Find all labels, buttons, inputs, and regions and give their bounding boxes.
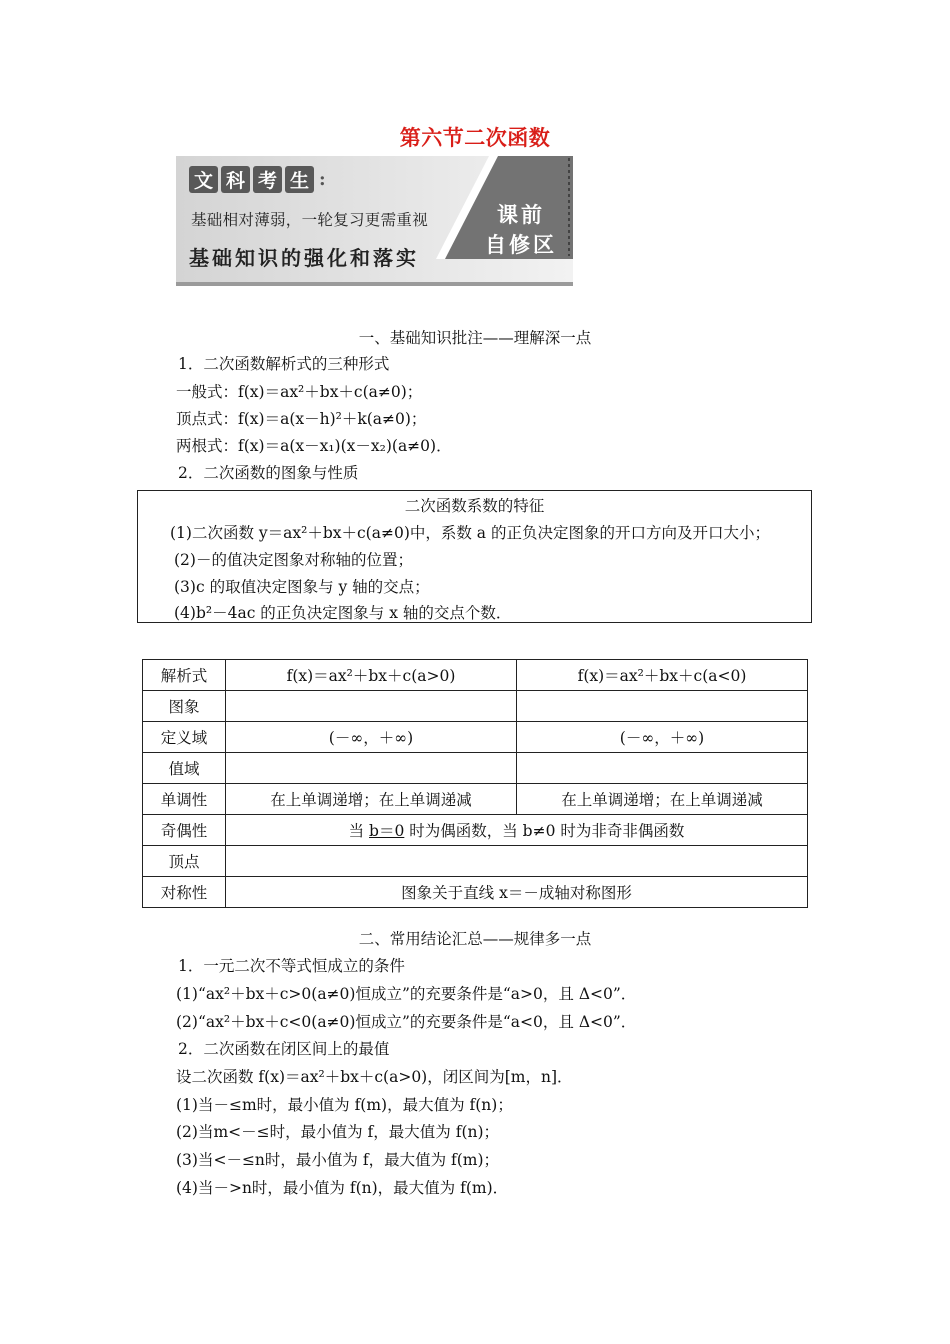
- banner-right-line1: 课前: [497, 203, 545, 227]
- banner-main-text: 基础知识的强化和落实: [189, 246, 419, 270]
- table-row: [143, 753, 808, 784]
- table-row-label: 定义域: [143, 722, 226, 753]
- case-2: (2)当m<－≤时，最小值为 f，最大值为 f(n)；: [176, 1123, 500, 1141]
- table-cell: [226, 691, 517, 722]
- coefficient-row: (4)b²－4ac 的正负决定图象与 x 轴的交点个数．: [174, 604, 512, 622]
- table-cell-parity: [226, 815, 808, 846]
- banner-tag: 科: [221, 166, 250, 193]
- banner-tag: 考: [253, 166, 282, 193]
- table-cell: [517, 691, 808, 722]
- table-cell: (－∞，＋∞): [226, 722, 517, 753]
- table-row-label: 奇偶性: [143, 815, 226, 846]
- section2-item2-title: 2．二次函数在闭区间上的最值: [178, 1040, 390, 1058]
- banner-right-label: [476, 200, 566, 260]
- table-row-label: 值域: [143, 753, 226, 784]
- banner-right-line2: 自修区: [485, 233, 557, 257]
- table-row: [143, 722, 808, 753]
- banner-colon: :: [319, 169, 326, 190]
- table-row: [143, 660, 808, 691]
- section2-item1-title: 1．一元二次不等式恒成立的条件: [178, 957, 405, 975]
- parity-text-post: 时为偶函数，当 b≠0 时为非奇非偶函数: [404, 822, 685, 840]
- properties-table: [142, 659, 808, 908]
- section1-item1-title: 1．二次函数解析式的三种形式: [178, 355, 390, 373]
- table-header-cell: f(x)＝ax²＋bx＋c(a>0): [226, 660, 517, 691]
- banner-tag: 生: [285, 166, 314, 193]
- coefficient-row: (3)c 的取值决定图象与 y 轴的交点；: [174, 578, 430, 596]
- table-row-label: 图象: [143, 691, 226, 722]
- table-cell: 在上单调递增；在上单调递减: [226, 784, 517, 815]
- table-cell: (－∞，＋∞): [517, 722, 808, 753]
- coefficient-row: (2)－的值决定图象对称轴的位置；: [174, 551, 413, 569]
- table-row: [143, 784, 808, 815]
- banner-tag: 文: [189, 166, 218, 193]
- parity-text-pre: 当: [348, 822, 370, 840]
- table-cell: [517, 753, 808, 784]
- general-form: 一般式：f(x)＝ax²＋bx＋c(a≠0)；: [176, 383, 423, 401]
- table-cell: 在上单调递增；在上单调递减: [517, 784, 808, 815]
- vertex-form: 顶点式：f(x)＝a(x－h)²＋k(a≠0)；: [176, 410, 427, 428]
- case-3: (3)当<－≤n时，最小值为 f，最大值为 f(m)；: [176, 1151, 500, 1169]
- table-cell: [226, 846, 808, 877]
- banner-subtitle: 基础相对薄弱，一轮复习更需重视: [191, 211, 429, 229]
- coefficient-row: (1)二次函数 y＝ax²＋bx＋c(a≠0)中，系数 a 的正负决定图象的开口方向及开口大小；: [170, 524, 770, 542]
- table-row: [143, 877, 808, 908]
- coefficient-box: [137, 490, 812, 623]
- condition-2: (2)“ax²＋bx＋c<0(a≠0)恒成立”的充要条件是“a<0，且 Δ<0”．: [176, 1013, 637, 1031]
- case-4: (4)当－>n时，最小值为 f(n)，最大值为 f(m)．: [176, 1179, 509, 1197]
- table-row-label: 顶点: [143, 846, 226, 877]
- table-row-label: 单调性: [143, 784, 226, 815]
- coefficient-box-title: 二次函数系数的特征: [404, 497, 545, 515]
- condition-1: (1)“ax²＋bx＋c>0(a≠0)恒成立”的充要条件是“a>0，且 Δ<0”．: [176, 985, 637, 1003]
- table-row: [143, 691, 808, 722]
- section2-heading: 二、常用结论汇总——规律多一点: [358, 930, 592, 948]
- parity-text-underlined: b＝0: [369, 822, 405, 840]
- table-cell: 图象关于直线 x＝－成轴对称图形: [226, 877, 808, 908]
- table-row-label: 解析式: [143, 660, 226, 691]
- banner-tags: [189, 166, 326, 193]
- case-1: (1)当－≤m时，最小值为 f(m)，最大值为 f(n)；: [176, 1096, 513, 1114]
- table-cell: [226, 753, 517, 784]
- banner: [176, 156, 573, 290]
- page-title: 第六节二次函数: [399, 126, 551, 150]
- table-row: [143, 815, 808, 846]
- table-row-label: 对称性: [143, 877, 226, 908]
- table-row: [143, 846, 808, 877]
- section1-heading: 一、基础知识批注——理解深一点: [358, 329, 592, 347]
- setup-text: 设二次函数 f(x)＝ax²＋bx＋c(a>0)，闭区间为[m，n]．: [176, 1068, 573, 1086]
- root-form: 两根式：f(x)＝a(x－x₁)(x－x₂)(a≠0)．: [176, 437, 452, 455]
- table-header-cell: f(x)＝ax²＋bx＋c(a<0): [517, 660, 808, 691]
- section1-item2-title: 2．二次函数的图象与性质: [178, 464, 359, 482]
